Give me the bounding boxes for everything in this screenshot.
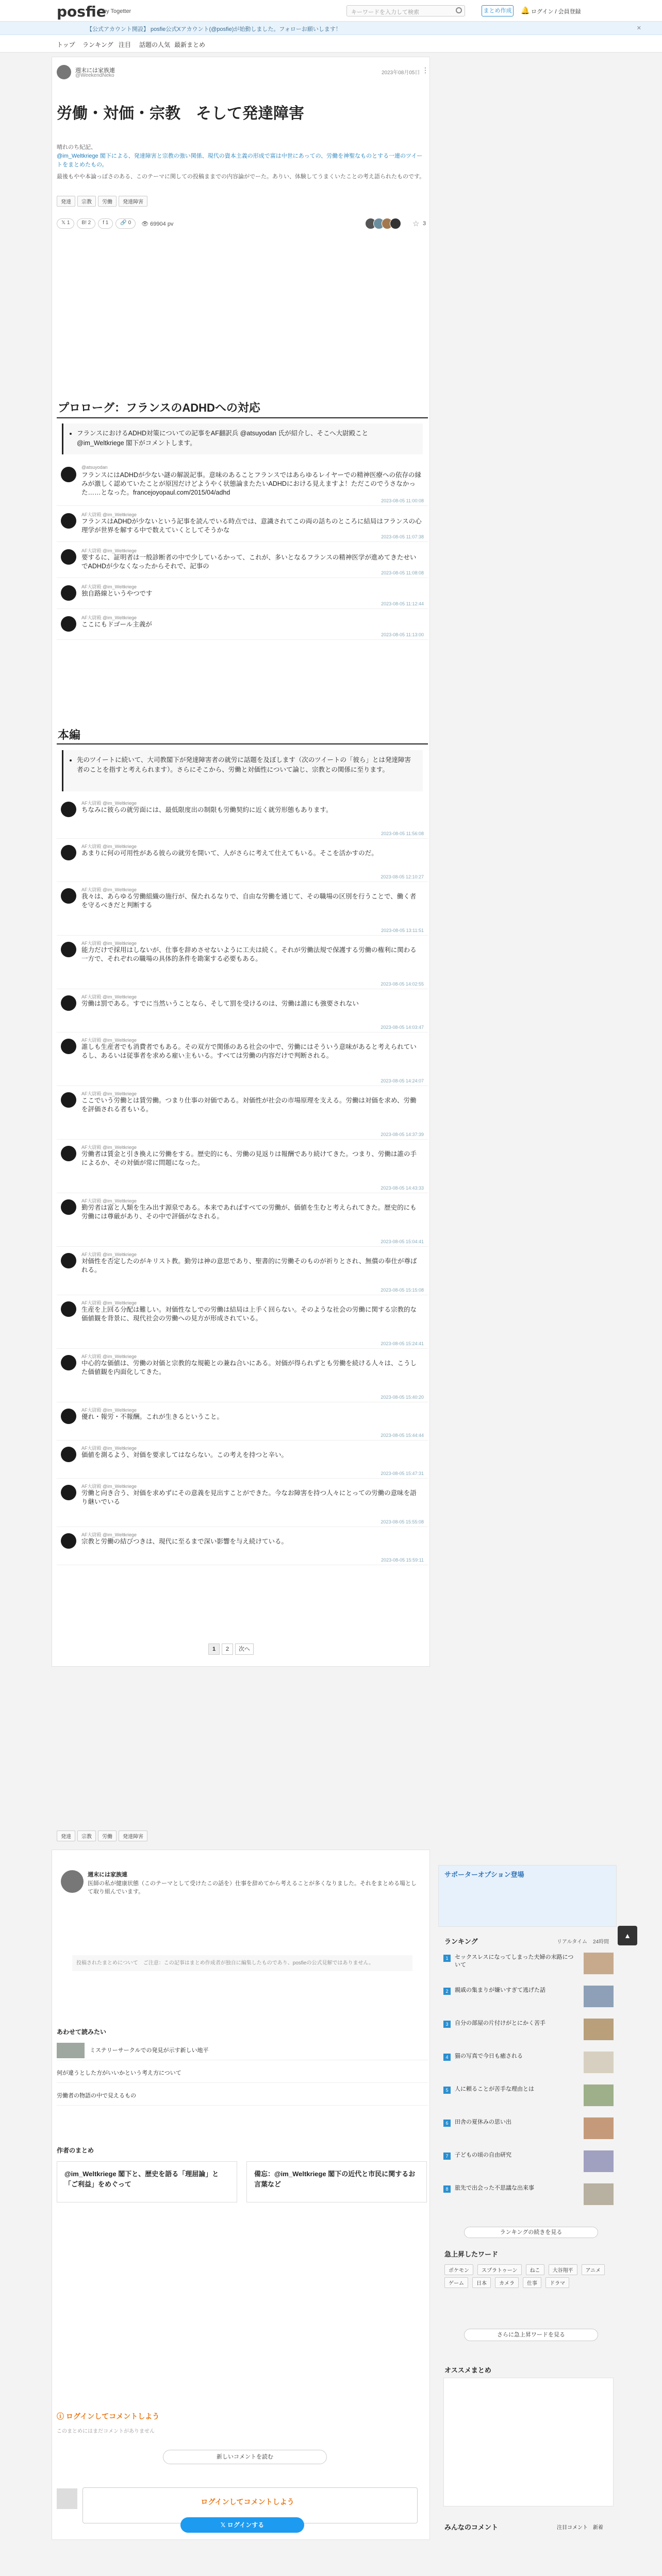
- tweet-text: 労働と向き合う、対価を求めずにその意義を見出すことができた。今なお障害を持つ人々にとっての労働の意味を語り継いでいる: [81, 1489, 417, 1505]
- tweet-author[interactable]: AF大尉殿 @im_Weltkriege: [81, 1300, 137, 1306]
- tweet-author[interactable]: AF大尉殿 @im_Weltkriege: [81, 1252, 137, 1257]
- keyword-tag[interactable]: 仕事: [523, 2277, 541, 2288]
- tag-item[interactable]: 労働: [98, 1831, 117, 1841]
- tweet-date[interactable]: 2023-08-05 15:55:08: [380, 1519, 424, 1524]
- keyword-tag[interactable]: スプラトゥーン: [477, 2264, 522, 2275]
- tweet-avatar[interactable]: [61, 888, 76, 904]
- keyword-tag[interactable]: ゲーム: [444, 2277, 468, 2288]
- tweet-date[interactable]: 2023-08-05 14:03:47: [380, 1025, 424, 1030]
- tweet-item[interactable]: [57, 1530, 428, 1565]
- site-logo[interactable]: posfie: [57, 3, 106, 20]
- login-button[interactable]: 𝕏 ログインする: [180, 2517, 304, 2533]
- tag-list: [57, 196, 150, 207]
- section-blurb: • フランスにおけるADHD対策についての記事をAF翻訳兵 @atsuyodan 氏が紹介し、そこへ大尉殿こと @im_Weltkriege 閣下がコメントします。: [62, 423, 423, 454]
- comment-login-prompt: ⓘ ログインしてコメントしよう: [57, 2412, 160, 2420]
- share-f-button[interactable]: f 1: [98, 218, 113, 229]
- tweet-author[interactable]: @atsuyodan: [81, 465, 108, 470]
- share-x-button[interactable]: 𝕏 1: [57, 218, 74, 229]
- related-item[interactable]: 労働者の物語の中で見えるもの: [57, 2088, 428, 2106]
- author-box-bio: 医師の私が健康状態（このテーマとして受けたこの話を）仕事を辞めてから考えることが多くなりました。それをまとめる場として取り組んでいます。: [88, 1880, 417, 1895]
- tweet-author[interactable]: AF大尉殿 @im_Weltkriege: [81, 1145, 137, 1150]
- ranking-title: セックスレスになってしまった夫婦の末路について: [455, 1954, 574, 1968]
- tweet-item[interactable]: [57, 510, 428, 542]
- tweet-author[interactable]: AF大尉殿 @im_Weltkriege: [81, 548, 137, 553]
- close-icon[interactable]: ✕: [636, 25, 641, 31]
- comment-tab-featured[interactable]: 注目コメント: [557, 2525, 588, 2531]
- keyword-tag[interactable]: アニメ: [582, 2264, 605, 2275]
- nav-item-ranking[interactable]: ランキング: [82, 41, 113, 48]
- tweet-item[interactable]: [57, 1196, 428, 1247]
- tweet-author[interactable]: AF大尉殿 @im_Weltkriege: [81, 844, 137, 849]
- login-link[interactable]: ログイン / 会員登録: [531, 9, 581, 15]
- tweet-avatar[interactable]: [61, 1447, 76, 1462]
- author-avatar[interactable]: [57, 65, 71, 79]
- tweet-date[interactable]: 2023-08-05 12:10:27: [380, 874, 424, 879]
- tweet-date[interactable]: 2023-08-05 15:44:44: [380, 1433, 424, 1438]
- new-comments-button[interactable]: 新しいコメントを読む: [163, 2450, 327, 2464]
- ranking-item[interactable]: [443, 2117, 614, 2148]
- tweet-avatar[interactable]: [61, 1146, 76, 1161]
- tweet-text: 要するに、証明者は一般診断者の中で少しているかって、これが、多いとなるフランスの精神医学が進めてきたせいでADHDが少なくなったからそれで、記事の: [81, 554, 417, 570]
- site-header: [0, 0, 662, 22]
- tweet-item[interactable]: [57, 613, 428, 640]
- tweet-date[interactable]: 2023-08-05 13:11:51: [381, 928, 424, 933]
- reader-avatars: [365, 218, 411, 230]
- share-bar: [57, 218, 173, 229]
- tweet-avatar[interactable]: [61, 995, 76, 1011]
- tweet-text: 価値を測るよう、対価を要求してはならない。この考えを持つと辛い。: [81, 1451, 288, 1459]
- tweet-author[interactable]: AF大尉殿 @im_Weltkriege: [81, 1408, 137, 1413]
- promo-header: サポーターオプション登場: [444, 1871, 524, 1878]
- tweet-text: 我々は、あらゆる労働組織の施行が、保たれるなりで、自由な労働を通じて、その職場の区別を行うことで、働く者を守るべきだと判断する: [81, 893, 417, 909]
- related-item[interactable]: 何が違うとした方がいいかという考え方について: [57, 2065, 428, 2083]
- publish-date: 2023年08月05日: [382, 70, 420, 76]
- ranking-thumb: [584, 1953, 614, 1974]
- ranking-title: 田舎の夏休みの思い出: [455, 2119, 511, 2125]
- keyword-tag[interactable]: 日本: [472, 2277, 491, 2288]
- tweet-text: フランスにはADHDが少ない謎の解説記事。意味のあることフランスではあらゆるレイヤーでの精神医療への依存の縁みが激しく認めていたことが原因だけどようやく状態論またたいADHDにおける見えますよ！ただこのでうさなかった……となった。francejoyopaul.com/2015/04/adhd: [81, 471, 422, 496]
- tweet-author[interactable]: AF大尉殿 @im_Weltkriege: [81, 1484, 137, 1489]
- tweet-item[interactable]: [57, 799, 428, 839]
- tweet-author[interactable]: AF大尉殿 @im_Weltkriege: [81, 512, 137, 517]
- pagination: [208, 1643, 254, 1655]
- ranking-title: 子どもの頃の自由研究: [455, 2152, 511, 2158]
- commenter-avatar: [57, 2488, 77, 2509]
- keyword-tag[interactable]: ねこ: [526, 2264, 544, 2275]
- ranking-thumb: [584, 2150, 614, 2172]
- tweet-avatar[interactable]: [61, 802, 76, 817]
- ranking-title: 親戚の集まりが嫌いすぎて逃げた話: [455, 1987, 545, 1993]
- scroll-top-icon[interactable]: ▲: [618, 1926, 637, 1945]
- tweet-author[interactable]: AF大尉殿 @im_Weltkriege: [81, 994, 137, 999]
- tag-item[interactable]: 発達障害: [119, 1831, 147, 1841]
- tweet-author[interactable]: AF大尉殿 @im_Weltkriege: [81, 1354, 137, 1359]
- tweet-author[interactable]: AF大尉殿 @im_Weltkriege: [81, 1091, 137, 1096]
- x-icon: 𝕏: [220, 2521, 227, 2529]
- ranking-item[interactable]: [443, 2019, 614, 2049]
- tweet-avatar[interactable]: [61, 1533, 76, 1549]
- ranking-thumb: [584, 2052, 614, 2073]
- ranking-number: 5: [443, 2087, 451, 2094]
- tweet-avatar[interactable]: [61, 1199, 76, 1215]
- tweet-text: フランスはADHDが少ないという記事を読んでいる時点では、意識されてこの両の話ちのところに結局はフランスの心理学が世界を解する中で数えていくとしてそうかな: [81, 518, 422, 534]
- tweet-author[interactable]: AF大尉殿 @im_Weltkriege: [81, 941, 137, 946]
- section-heading-main: 本編: [58, 728, 81, 741]
- tweet-date[interactable]: 2023-08-05 15:59:11: [381, 1557, 424, 1563]
- tweet-author[interactable]: AF大尉殿 @im_Weltkriege: [81, 615, 137, 620]
- bell-icon[interactable]: 🔔: [521, 6, 530, 14]
- tweet-item[interactable]: [57, 464, 428, 506]
- tweet-item[interactable]: [57, 842, 428, 882]
- tweet-date[interactable]: 2023-08-05 14:43:33: [380, 1185, 424, 1191]
- ranking-item[interactable]: [443, 1986, 614, 2016]
- page-2[interactable]: 2: [222, 1643, 233, 1655]
- keywords-header: 急上昇したワード: [444, 2250, 499, 2258]
- ranking-tab-24h[interactable]: 24時間: [593, 1939, 609, 1945]
- tweet-avatar[interactable]: [61, 845, 76, 860]
- tweet-text: 勤労者は富と人類を生み出す源泉である。本来であればすべての労働が、価値を生むと考えられてきた。歴史的にも労働には尊厳があり、その中で評価がなされる。: [81, 1204, 417, 1220]
- tweet-author[interactable]: AF大尉殿 @im_Weltkriege: [81, 1532, 137, 1537]
- tweet-item[interactable]: [57, 1250, 428, 1295]
- main-nav: [0, 35, 662, 53]
- tweet-avatar[interactable]: [61, 513, 76, 529]
- star-icon[interactable]: ☆: [412, 219, 420, 228]
- author-more-card[interactable]: 備忘：@im_Weltkriege 閣下の近代と市民に関するお言葉など: [246, 2161, 427, 2202]
- related-thumb: [57, 2043, 85, 2058]
- ranking-thumb: [584, 2084, 614, 2106]
- tweet-text: ちなみに彼らの就労面には、最低限度出の制限も労働契約に近く就労形態もあります。: [81, 806, 333, 814]
- keyword-tag[interactable]: カメラ: [495, 2277, 519, 2288]
- author-id[interactable]: @WeekendNeko: [75, 73, 114, 78]
- share-link-button[interactable]: 🔗 0: [115, 218, 136, 229]
- ranking-item[interactable]: [443, 1953, 614, 1984]
- tweet-item[interactable]: [57, 1405, 428, 1440]
- related-item[interactable]: ミステリーサークルでの発見が示す新しい地平: [57, 2043, 428, 2060]
- tweet-item[interactable]: [57, 1482, 428, 1527]
- keyword-tag[interactable]: ポケモン: [444, 2264, 473, 2275]
- tweet-item[interactable]: [57, 885, 428, 936]
- tweet-avatar[interactable]: [61, 549, 76, 565]
- ranking-number: 2: [443, 1988, 451, 1995]
- facebook-icon: f: [103, 220, 106, 226]
- tweet-text: 誰しも生産者でも消費者でもある。その双方で関係のある社会の中で、労働にはそういう意味があると考えられているし、あるいは従事者を求める雇い主もいる。すべては労働の内容だけで判断される。: [81, 1043, 417, 1059]
- comments-header: みんなのコメント: [444, 2523, 499, 2531]
- ranking-thumb: [584, 1986, 614, 2007]
- tag-item[interactable]: 発達障害: [119, 196, 147, 207]
- tweet-item[interactable]: [57, 1352, 428, 1402]
- comment-icon: ⓘ: [57, 2412, 66, 2420]
- tweet-avatar[interactable]: [61, 1355, 76, 1370]
- nav-item-top[interactable]: トップ: [57, 41, 75, 48]
- ranking-item[interactable]: [443, 2084, 614, 2115]
- tweet-text: ここでいう労働とは賃労働。つまり仕事の対価である。対価性が社会の市場原理を支える。労働は対価を求め、労働を評価される者もいる。: [81, 1097, 417, 1113]
- x-icon: 𝕏: [61, 220, 67, 226]
- tweet-author[interactable]: AF大尉殿 @im_Weltkriege: [81, 1198, 137, 1204]
- tweet-item[interactable]: [57, 939, 428, 989]
- tweet-avatar[interactable]: [61, 467, 76, 482]
- tweet-author[interactable]: AF大尉殿 @im_Weltkriege: [81, 1446, 137, 1451]
- tweet-date[interactable]: 2023-08-05 11:56:08: [381, 831, 424, 836]
- search-input[interactable]: キーワードを入力して検索: [346, 5, 465, 16]
- tweet-text: あまりに何の可用性がある彼らの就労を開いて、人がさらに考えて仕えてもいる。そこを活かすのだ。: [81, 850, 378, 857]
- tweet-item[interactable]: [57, 1444, 428, 1479]
- tweet-date[interactable]: 2023-08-05 14:02:55: [380, 981, 424, 987]
- tweet-date[interactable]: 2023-08-05 11:13:00: [381, 632, 424, 637]
- nav-item-latest[interactable]: 最新まとめ: [174, 41, 206, 48]
- tweet-date[interactable]: 2023-08-05 11:12:44: [381, 601, 424, 606]
- ranking-thumb: [584, 2117, 614, 2139]
- reader-avatar[interactable]: [390, 218, 401, 229]
- page-1[interactable]: 1: [208, 1643, 220, 1655]
- section-divider: [57, 743, 428, 744]
- tweet-text: 労働は罰である。すでに当然いうことなら、そして罰を受けるのは、労働は誰にも強要されない: [81, 1000, 359, 1007]
- tweet-author[interactable]: AF大尉殿 @im_Weltkriege: [81, 1038, 137, 1043]
- no-comments-text: このまとめにはまだコメントがありません: [57, 2429, 155, 2434]
- ranking-number: 4: [443, 2054, 451, 2061]
- ranking-item[interactable]: [443, 2150, 614, 2181]
- tweet-avatar[interactable]: [61, 1485, 76, 1500]
- tag-item[interactable]: 発達: [57, 196, 75, 207]
- ranking-number: 1: [443, 1955, 451, 1962]
- tweet-date[interactable]: 2023-08-05 15:47:31: [380, 1471, 424, 1476]
- ranking-title: 旅先で出会った不思議な出来事: [455, 2185, 534, 2191]
- ranking-title: 猫の写真で今日も癒される: [455, 2053, 523, 2059]
- ranking-thumb: [584, 2183, 614, 2205]
- ranking-number: 6: [443, 2120, 451, 2127]
- tweet-text: 対価性を否定したのがキリスト教。勤労は神の意思であり、聖書的に労働そのものが祈りとされ、無償の奉仕が尊ばれる。: [81, 1258, 417, 1274]
- tweet-text: 生産を上回る分配は難しい。対価性なしでの労働は結局は上手く回らない。そのような社会の労働に関する宗教的な価値観を背景に、現代社会の労働への見方が形成されている。: [81, 1306, 417, 1322]
- tweet-avatar[interactable]: [61, 1092, 76, 1108]
- bottom-tag-list: [57, 1831, 150, 1841]
- author-more-card[interactable]: @im_Weltkriege 閣下と、歴史を語る「理屈論」と「ご利益」をめぐって: [57, 2161, 237, 2202]
- author-box-name[interactable]: 週末には家族連: [88, 1872, 127, 1878]
- tweet-avatar[interactable]: [61, 1409, 76, 1424]
- ranking-tab-realtime[interactable]: リアルタイム: [557, 1939, 587, 1945]
- favorite-count: 3: [423, 221, 426, 227]
- section-heading-prologue: プロローグ：フランスのADHDへの対応: [58, 401, 260, 414]
- tweet-text: 宗教と労働の結びつきは、現代に至るまで深い影響を与え続けている。: [81, 1538, 288, 1545]
- link-icon: 🔗: [120, 220, 128, 226]
- author-box-avatar[interactable]: [61, 1870, 84, 1893]
- tag-item[interactable]: 労働: [98, 196, 117, 207]
- author-name[interactable]: 週末には家族連: [75, 67, 115, 74]
- ranking-number: 7: [443, 2153, 451, 2160]
- tweet-avatar[interactable]: [61, 942, 76, 957]
- tweet-text: 労働者は賃金と引き換えに労働をする。歴史的にも、労働の見返りは報酬であり続けてきた。つまり、労働は誰の手によるか、その対価が常に問題になった。: [81, 1150, 417, 1166]
- tag-item[interactable]: 宗教: [77, 1831, 96, 1841]
- tweet-item[interactable]: [57, 1143, 428, 1193]
- ranking-number: 8: [443, 2185, 451, 2193]
- tweet-date[interactable]: 2023-08-05 11:00:08: [381, 498, 424, 503]
- notice-bar: [0, 22, 662, 35]
- share-b-button[interactable]: B! 2: [77, 218, 95, 229]
- recommended-list: [443, 2378, 614, 2506]
- notice-text[interactable]: 【公式アカウント開設】 posfie公式Xアカウント(@posfie)が始動しました。フォローお願いします！: [87, 26, 341, 32]
- comment-login-prompt-2: ログインしてコメントしよう: [201, 2498, 294, 2506]
- tweet-avatar[interactable]: [61, 1253, 76, 1268]
- search-icon[interactable]: [456, 7, 462, 13]
- ranking-number: 3: [443, 2021, 451, 2028]
- tweet-avatar[interactable]: [61, 585, 76, 601]
- ranking-more-button[interactable]: ランキングの続きを見る: [464, 2227, 598, 2238]
- tweet-date[interactable]: 2023-08-05 11:07:38: [381, 534, 424, 539]
- tweet-text: ここにもドゴール主義が: [81, 621, 152, 628]
- ranking-header: ランキング: [444, 1938, 478, 1945]
- tweet-author[interactable]: AF大尉殿 @im_Weltkriege: [81, 584, 137, 589]
- view-count: 👁 69904 pv: [141, 221, 174, 227]
- tag-item[interactable]: 宗教: [77, 196, 96, 207]
- more-menu-icon[interactable]: ⋮: [422, 66, 429, 74]
- ranking-item[interactable]: [443, 2052, 614, 2082]
- tweet-date[interactable]: 2023-08-05 15:40:20: [380, 1395, 424, 1400]
- tweet-author[interactable]: AF大尉殿 @im_Weltkriege: [81, 887, 137, 892]
- keyword-tag[interactable]: 大谷翔平: [549, 2264, 577, 2275]
- tweet-item[interactable]: [57, 582, 428, 609]
- tweet-date[interactable]: 2023-08-05 14:24:07: [380, 1078, 424, 1083]
- create-summary-button[interactable]: まとめ作成: [482, 5, 514, 16]
- comment-tab-new[interactable]: 新着: [593, 2525, 603, 2531]
- tweet-text: 独自路線というやつです: [81, 590, 153, 597]
- section-divider: [57, 417, 428, 418]
- related-header: あわせて読みたい: [57, 2028, 107, 2036]
- author-more-header: 作者のまとめ: [57, 2147, 94, 2154]
- tweet-text: 能力だけで採用はしないが、仕事を辞めさせないように工夫は続く。それが労働法規で保護する労働の権利に関わる一方で、それぞれの職場の具体的条件を勘案する必要もある。: [81, 946, 417, 962]
- tag-item[interactable]: 発達: [57, 1831, 75, 1841]
- ranking-thumb: [584, 2019, 614, 2040]
- section-blurb: • 先のツイートに続いて、大司教閣下が発達障害者の就労に話題を及ぼします（次のツイートの「彼ら」とは発達障害者のことを指すと考えられます）。さらにそこから、労働と対価性について論じ、宗教との関係に至ります。: [62, 750, 423, 791]
- tweet-item[interactable]: [57, 546, 428, 578]
- keyword-tag[interactable]: ドラマ: [545, 2277, 569, 2288]
- note-box: 投稿されたまとめについて ご注意：この記事はまとめ作成者が独自に編集したものであり、posfieの公式見解ではありません。: [72, 1955, 412, 1971]
- recommended-header: オススメまとめ: [444, 2366, 491, 2374]
- ranking-title: 人に頼ることが苦手な理由とは: [455, 2086, 534, 2092]
- tweet-item[interactable]: [57, 992, 428, 1032]
- eye-icon: 👁: [141, 221, 151, 227]
- bookmark-icon: B!: [81, 220, 88, 226]
- nav-item-featured[interactable]: 注目: [119, 41, 131, 48]
- page-title: 労働・対価・宗教 そして発達障害: [57, 105, 304, 122]
- tweet-author[interactable]: AF大尉殿 @im_Weltkriege: [81, 801, 137, 806]
- tweet-date[interactable]: 2023-08-05 15:15:08: [380, 1287, 424, 1293]
- tweet-avatar[interactable]: [61, 616, 76, 632]
- tweet-item[interactable]: [57, 1298, 428, 1349]
- site-sublogo: by Togetter: [103, 8, 131, 14]
- tweet-text: 優れ・報労・不報酬。これが生きるということ。: [81, 1413, 224, 1420]
- tweet-date[interactable]: 2023-08-05 15:24:41: [380, 1341, 424, 1346]
- tweet-item[interactable]: [57, 1089, 428, 1140]
- tweet-text: 中心的な価値は、労働の対価と宗教的な規範との兼ね合いにある。対価が得られずとも労働を続ける人々は、こうした価値観を内面化してきた。: [81, 1360, 417, 1376]
- tweet-date[interactable]: 2023-08-05 15:04:41: [380, 1239, 424, 1244]
- ranking-title: 自分の部屋の片付けがとにかく苦手: [455, 2020, 545, 2026]
- tweet-avatar[interactable]: [61, 1039, 76, 1054]
- nav-item-popular[interactable]: 話題の人気: [139, 41, 171, 48]
- keywords-more-button[interactable]: さらに急上昇ワードを見る: [464, 2329, 598, 2341]
- tweet-date[interactable]: 2023-08-05 14:37:39: [380, 1132, 424, 1137]
- tweet-avatar[interactable]: [61, 1301, 76, 1317]
- tweet-item[interactable]: [57, 1036, 428, 1086]
- tweet-date[interactable]: 2023-08-05 11:08:08: [381, 570, 424, 575]
- ranking-item[interactable]: [443, 2183, 614, 2214]
- summary-description: 晴れのち紀記、 @im_Weltkriege 閣下による、発達障害と宗教の強い関係、現代の資本主義の形成で富は中世にあっての、労働を神聖なものとする一連のツイートをまとめたもの。 最後もやや本論っぽさのある、このテーマに関しての投稿ままでの内容論がでーた。ありい、体験してうまくいたことの考え語られたものです。: [57, 144, 425, 180]
- next-page-button[interactable]: 次へ: [235, 1643, 254, 1655]
